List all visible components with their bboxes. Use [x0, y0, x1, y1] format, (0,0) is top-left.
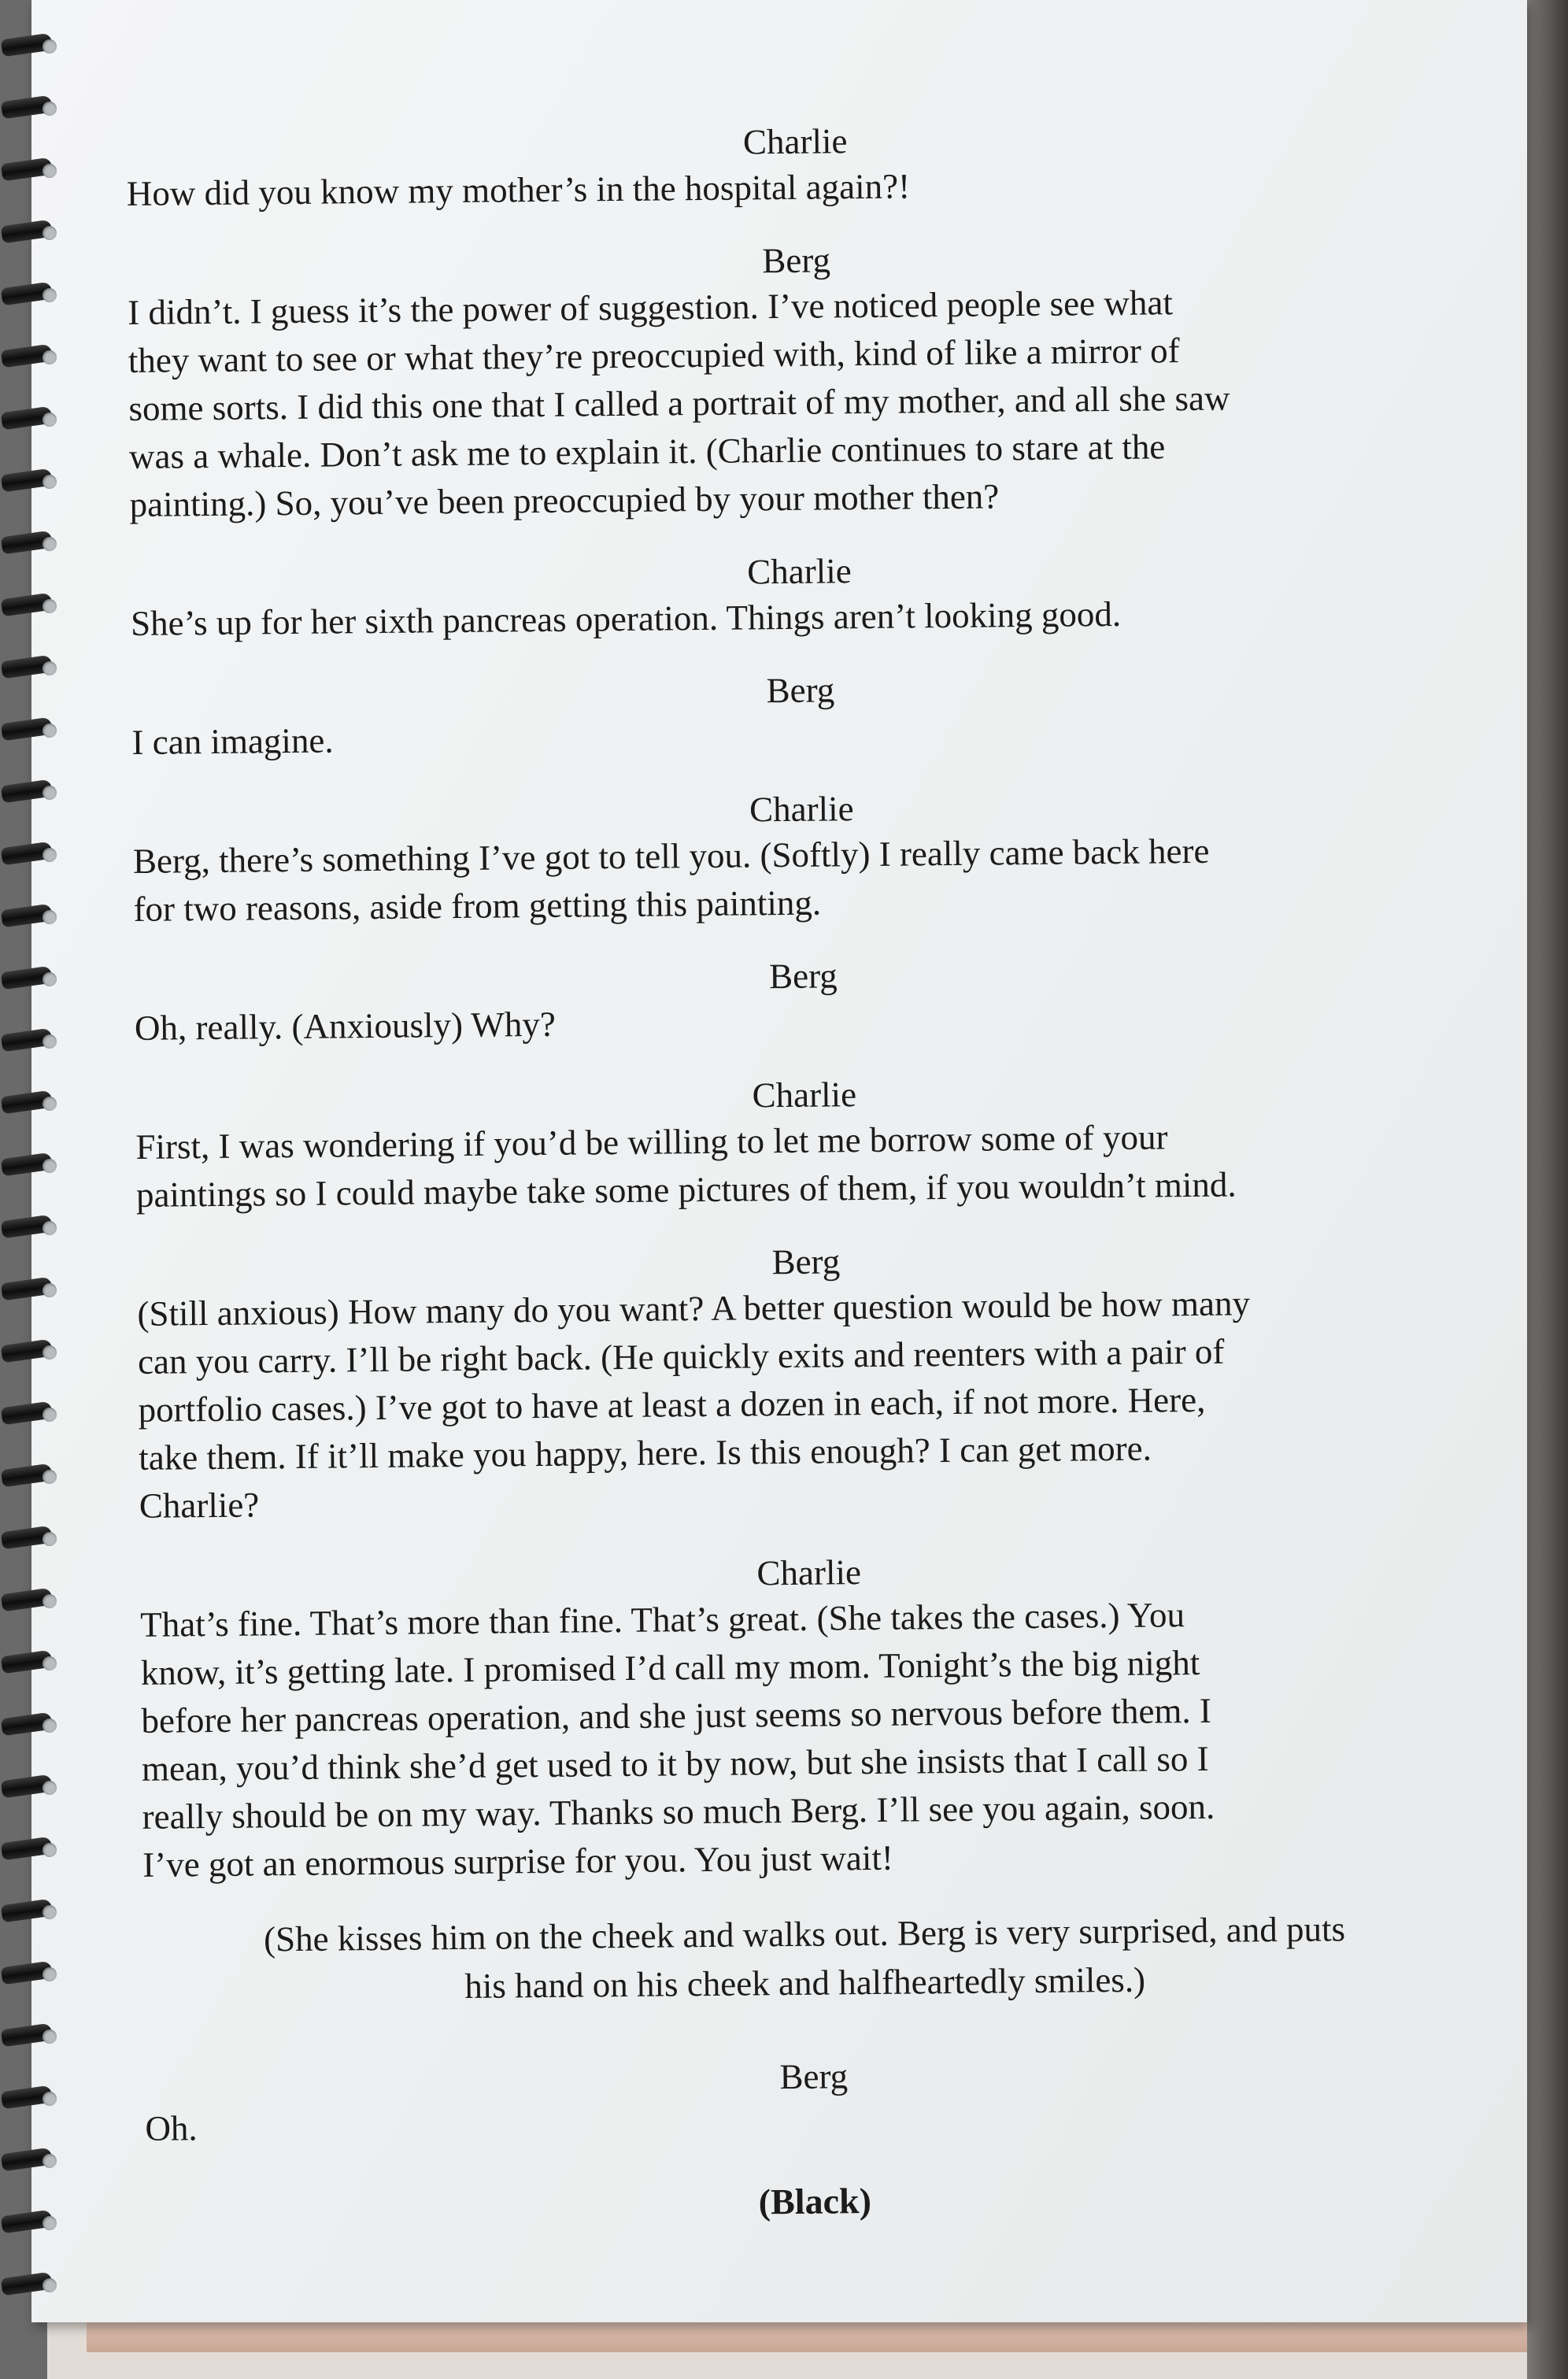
speaker-name: Charlie	[749, 789, 854, 830]
binding-coil	[2, 1711, 57, 1741]
dialogue-line: She’s up for her sixth pancreas operation. Things aren’t looking good.	[130, 594, 1122, 643]
spiral-binding	[0, 31, 71, 2330]
binding-coil	[2, 716, 57, 746]
dialogue-line: First, I was wondering if you’d be willing to let me borrow some of your paintings so I could maybe take some pictures of them, if you wouldn’t mind.	[135, 1117, 1237, 1215]
punch-hole	[43, 1470, 57, 1484]
punch-hole	[43, 2216, 57, 2230]
punch-hole	[43, 2092, 57, 2106]
speaker-name: Charlie	[746, 551, 852, 592]
punch-hole	[43, 786, 57, 800]
punch-hole	[43, 164, 57, 178]
binding-coil	[2, 529, 57, 559]
binding-coil	[2, 1524, 57, 1554]
punch-hole	[43, 1781, 57, 1795]
binding-coil	[2, 1897, 57, 1927]
punch-hole	[43, 1594, 57, 1608]
speaker-name: Charlie	[756, 1552, 862, 1593]
end-cue: (Black)	[758, 2181, 872, 2222]
speaker-name: Berg	[779, 2056, 849, 2097]
binding-coil	[2, 1337, 57, 1367]
binding-coil	[2, 964, 57, 994]
punch-hole	[43, 848, 57, 862]
speaker-name: Berg	[768, 956, 838, 997]
binding-coil	[2, 1213, 57, 1243]
stage-direction: (She kisses him on the cheek and walks out. Berg is very surprised, and puts his hand on his cheek and halfheartedly smiles.)	[263, 1909, 1346, 2006]
punch-hole	[43, 226, 57, 240]
punch-hole	[43, 39, 57, 54]
binding-coil	[2, 1959, 57, 1989]
binding-coil	[2, 591, 57, 621]
dialogue-line: How did you know my mother’s in the hospital again?!	[126, 166, 911, 213]
dialogue-line: Oh, really. (Anxiously) Why?	[134, 1004, 557, 1048]
dialogue-line: (Still anxious) How many do you want? A better question would be how many can you carry. I’ll be right back. (He quickly exits and reenters with a pair of portfolio cases.) I’ve got to have at least a dozen in each, if not more. Here, take them. If it’ll make you happy, here. Is this enough? I can get more. Charlie?	[137, 1283, 1251, 1526]
binding-coil	[2, 342, 57, 372]
dialogue-line: I can imagine.	[131, 720, 334, 762]
binding-coil	[2, 1462, 57, 1492]
speaker-name: Berg	[766, 670, 835, 711]
binding-coil	[2, 1400, 57, 1430]
binding-coil	[2, 1648, 57, 1678]
binding-coil	[2, 840, 57, 870]
punch-hole	[43, 2154, 57, 2168]
dialogue-line: That’s fine. That’s more than fine. That’s great. (She takes the cases.) You know, it’s getting late. I promised I’d call my mom. Tonight’s the big night before her pancreas operation, and she just seems so nervous before them. I mean, you’d think she’d get used to it by now, but she insists that I call so I really should be on my way. Thanks so much Berg. I’ll see you again, soon. I’ve got an enormous surprise for you. You just wait!	[140, 1595, 1215, 1885]
binding-coil	[2, 1586, 57, 1616]
binding-coil	[2, 2270, 57, 2300]
punch-hole	[43, 2029, 57, 2044]
speaker-name: Charlie	[752, 1075, 857, 1116]
binding-coil	[2, 653, 57, 683]
punch-hole	[43, 2278, 57, 2292]
punch-hole	[43, 1034, 57, 1049]
punch-hole	[43, 288, 57, 302]
punch-hole	[43, 1221, 57, 1235]
script-page	[31, 0, 1527, 2322]
binding-coil	[2, 405, 57, 435]
binding-coil	[2, 280, 57, 310]
dialogue-line: Oh.	[145, 2108, 198, 2148]
punch-hole	[43, 1283, 57, 1297]
binding-coil	[2, 1151, 57, 1181]
binding-coil	[2, 1275, 57, 1305]
binding-coil	[2, 2084, 57, 2114]
punch-hole	[43, 910, 57, 924]
speaker-name: Berg	[771, 1241, 841, 1282]
binding-coil	[2, 1835, 57, 1865]
punch-hole	[43, 1719, 57, 1733]
binding-coil	[2, 2022, 57, 2052]
binding-coil	[2, 902, 57, 932]
punch-hole	[43, 1159, 57, 1173]
punch-hole	[43, 1097, 57, 1111]
punch-hole	[43, 1656, 57, 1670]
punch-hole	[43, 723, 57, 738]
binding-coil	[2, 94, 57, 124]
binding-coil	[2, 31, 57, 61]
punch-hole	[43, 599, 57, 613]
binding-coil	[2, 2208, 57, 2238]
binding-coil	[2, 218, 57, 248]
script-content	[126, 113, 1485, 2232]
binding-coil	[2, 156, 57, 186]
punch-hole	[43, 1345, 57, 1360]
punch-hole	[43, 475, 57, 489]
punch-hole	[43, 1532, 57, 1546]
punch-hole	[43, 1408, 57, 1422]
punch-hole	[43, 1967, 57, 1981]
binding-coil	[2, 1089, 57, 1119]
speaker-name: Charlie	[742, 121, 848, 162]
punch-hole	[43, 350, 57, 364]
binding-coil	[2, 2146, 57, 2176]
dialogue-line: Berg, there’s something I’ve got to tell you. (Softly) I really came back here for two reasons, aside from getting this painting.	[132, 831, 1210, 929]
speaker-name: Berg	[762, 240, 831, 281]
binding-coil	[2, 778, 57, 808]
punch-hole	[43, 972, 57, 986]
punch-hole	[43, 537, 57, 551]
punch-hole	[43, 1905, 57, 1919]
punch-hole	[43, 661, 57, 675]
punch-hole	[43, 413, 57, 427]
punch-hole	[43, 102, 57, 116]
binding-coil	[2, 467, 57, 497]
punch-hole	[43, 1843, 57, 1857]
binding-coil	[2, 1027, 57, 1056]
binding-coil	[2, 1773, 57, 1803]
edge-shadow	[1527, 0, 1568, 2379]
dialogue-line: I didn’t. I guess it’s the power of suggestion. I’ve noticed people see what they want to see or what they’re preoccupied with, kind of like a mirror of some sorts. I did this one that I called a portrait of my mother, and all she saw was a whale. Don’t ask me to explain it. (Charlie continues to stare at the painting.) So, you’ve been preoccupied by your mother then?	[128, 283, 1230, 524]
